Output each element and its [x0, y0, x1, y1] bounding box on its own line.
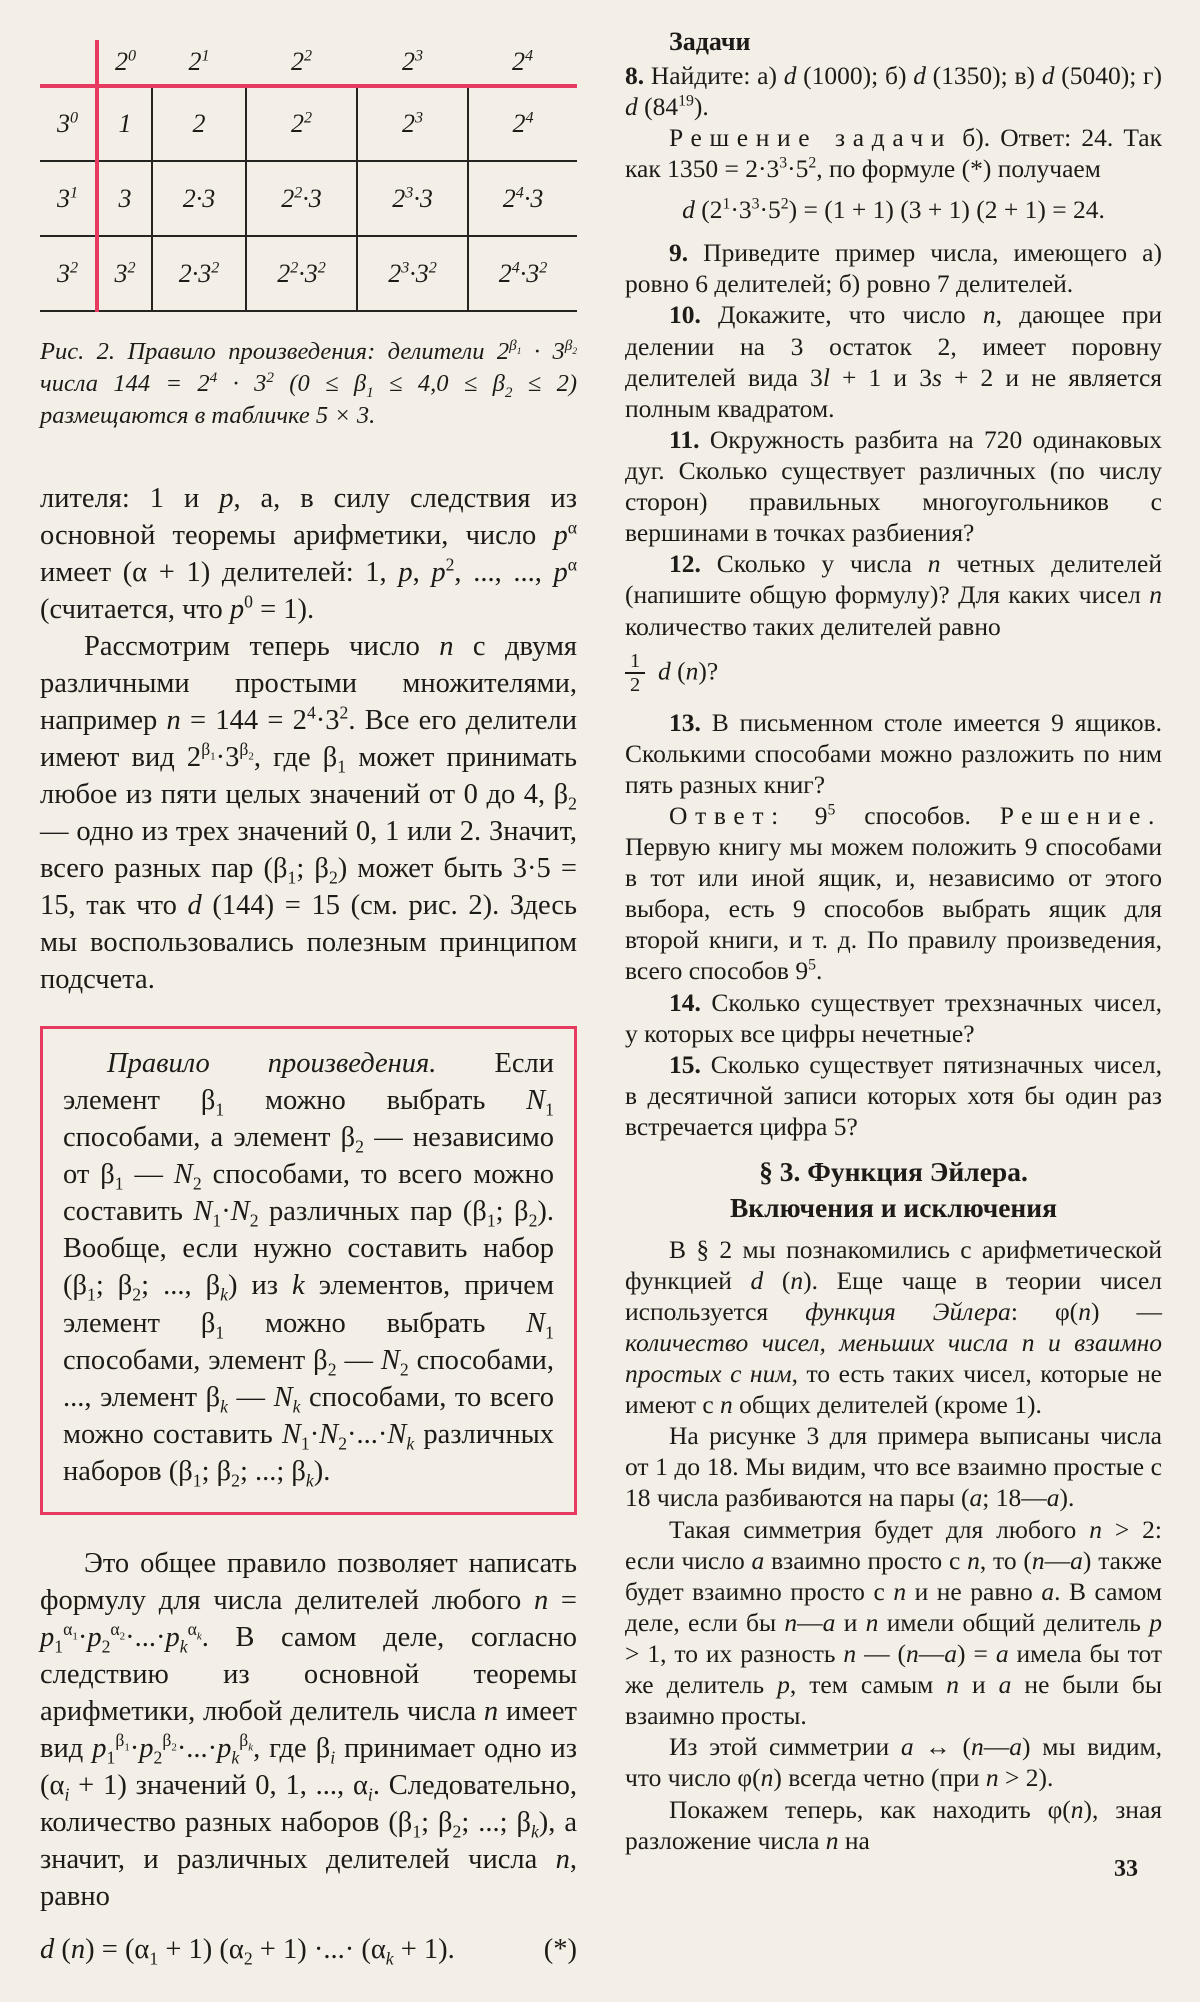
table-cell: $2^4\cdot 3^2$ [468, 236, 577, 311]
table-cell: $2^4\cdot 3$ [468, 161, 577, 236]
product-rule-box [40, 1026, 577, 1515]
table-header-row [40, 40, 577, 86]
formula-d1350: d $(2^1\cdot 3^3\cdot 5^2) = (1 + 1) (3 + 1) (2 + 1) = 24$. [682, 195, 1105, 225]
table-col-header: $2^0$ [97, 40, 152, 86]
table-row [40, 236, 577, 311]
table-row-header: $3^2$ [40, 236, 97, 311]
table-cell: $2^2$ [246, 86, 357, 161]
solution-8: Решение задачи б). Ответ: 24. Так как $1350 = 2\cdot 3^3\cdot 5^2$, по формуле (*) получаем [625, 122, 1162, 184]
problem-9: 9. Приведите пример числа, имеющего а) ровно 6 делителей; б) ровно 7 делителей. [625, 238, 1162, 299]
paragraph: Покажем теперь, как находить φ(n), зная разложение числа n на [625, 1794, 1162, 1855]
problem-10: 10. Докажите, что число n, дающее при делении на 3 остаток 2, имеет поровну делителей вида 3l + 1 и 3s + 2 и не является полным квадратом. [625, 300, 1163, 423]
table-cell: $2^2\cdot 3$ [246, 161, 357, 236]
table-cell: 3 [97, 161, 152, 236]
table-col-header: $2^2$ [246, 40, 357, 86]
paragraph: В § 2 мы познакомились с арифметической функцией d (n). Еще чаще в теории чисел используется функция Эйлера: φ(n) — количество чисел, меньших числа n и взаимно простых с ним, то есть таких чисел, которые не имеют с n общих делителей (кроме 1). [625, 1234, 1163, 1420]
table-cell: 2 [152, 86, 246, 161]
table-row [40, 161, 577, 236]
problem-14: 14. Сколько существует трехзначных чисел, у которых все цифры нечетные? [625, 987, 1162, 1048]
paragraph: Рассмотрим теперь число n с двумя различными простыми множителями, например $n = 144 = 2^4\cdot 3^2$. Все его делители имеют вид $2^{\beta_1}\cdot 3^{\beta_2}$, где $\beta_1$ может принимать любое из пяти целых значений от 0 до 4, $\beta_2$ — одно из трех значений 0, 1 или 2. Значит, всего разных пар ($\beta_1$; $\beta_2$) может быть 3·5 = 15, так что d (144) = 15 (см. рис. 2). Здесь мы воспользовались полезным принципом подсчета. [40, 630, 578, 996]
problem-8: 8. Найдите: а) d (1000); б) d (1350); в) d (5040); г) d $(84^{19})$. [625, 60, 1162, 121]
table-row-header: $3^0$ [40, 86, 97, 161]
formula-body: d $(n) = (\alpha_1 + 1) (\alpha_2 + 1)$ ·...· $(\alpha_k + 1)$. [40, 1934, 455, 1969]
paragraph-continuation: лителя: 1 и p, а, в силу следствия из основной теоремы арифметики, число $p^\alpha$ имеет (α + 1) делителей: 1, p, $p^2$, ..., ..., $p^\alpha$ (считается, что $p^0 = 1$). [40, 482, 578, 625]
problem-11: 11. Окружность разбита на 720 одинаковых дуг. Сколько существует различных (по числу сторон) правильных многоугольников с вершинами в точках разбиения? [625, 424, 1162, 548]
table-cell: 2·3 [152, 161, 246, 236]
table-row [40, 86, 577, 161]
problem-15: 15. Сколько существует пятизначных чисел, в десятичной записи которых хотя бы один раз встречается цифра 5? [625, 1049, 1162, 1141]
table-row-header: $3^1$ [40, 161, 97, 236]
problem-13: 13. В письменном столе имеется 9 ящиков. Сколькими способами можно разложить по ним пять разных книг? [625, 707, 1162, 799]
left-column [40, 26, 577, 1968]
page-number: 33 [1114, 1856, 1138, 1882]
table-cell: $2^4$ [468, 86, 577, 161]
table-corner-cell [40, 40, 97, 86]
divisor-count-formula [40, 1931, 577, 1968]
table-col-header: $2^4$ [468, 40, 577, 86]
paragraph: Такая симметрия будет для любого n > 2: если число a взаимно просто с n, то (n—a) также будет взаимно просто с n и не равно a. В самом деле, если бы n—a и n имели общий делитель p > 1, то их разность n — (n—a) = a имела бы тот же делитель p, тем самым n и a не были бы взаимно просты. [625, 1514, 1163, 1731]
table-cell: $2^3$ [357, 86, 468, 161]
table-cell: $3^2$ [97, 236, 152, 311]
section-heading-line1: § 3. Функция Эйлера. [759, 1156, 1028, 1188]
paragraph: Из этой симметрии a ↔ (n—a) мы видим, что число φ(n) всегда четно (при n > 2). [625, 1732, 1162, 1793]
table-cell: $2\cdot 3^2$ [152, 236, 246, 311]
problem-12-fraction: $\frac{1}{2}$ d (n)? [625, 650, 1162, 697]
solution-13: Ответ: $9^5$ способов. Решение. Первую книгу мы можем положить 9 способами в тот или иной ящик, и, независимо от этого выбора, есть 9 способов выбрать ящик для второй книги, и т. д. По правилу произведения, всего способов $9^5$. [625, 800, 1162, 986]
section-heading [625, 1154, 1162, 1226]
table-col-header: $2^3$ [357, 40, 468, 86]
figure-caption: Рис. 2. Правило произведения: делители $2^{\beta_1} \cdot 3^{\beta_2}$ числа $144 = 2^4 \cdot 3^2$ $(0 \le \beta_1 \le 4,0 \le \beta_2 \le 2)$ размещаются в табличке 5 × 3. [40, 336, 578, 429]
paragraph: На рисунке 3 для примера выписаны числа от 1 до 18. Мы видим, что все взаимно простые с 18 числа разбиваются на пары (a; 18—a). [625, 1421, 1162, 1513]
table-col-header: $2^1$ [152, 40, 246, 86]
problem-12: 12. Сколько у числа n четных делителей (напишите общую формулу)? Для каких чисел n количество таких делителей равно [625, 549, 1162, 641]
paragraph: Это общее правило позволяет написать формулу для числа делителей любого $n = p_1^{\alpha_1}\cdot p_2^{\alpha_2}\cdot...\cdot p_k^{\alpha_k}$. В самом деле, согласно следствию из основной теоремы арифметики, любой делитель числа n имеет вид $p_1^{\beta_1}\cdot p_2^{\beta_2}\cdot...\cdot p_k^{\beta_k}$, где $\beta_i$ принимает одно из $(\alpha_i + 1)$ значений 0, 1, ..., $\alpha_i$. Следовательно, количество разных наборов ($\beta_1$; $\beta_2$; ...; $\beta_k$), а значит, и различных делителей числа n, равно [40, 1547, 578, 1913]
section-heading-line2: Включения и исключения [729, 1191, 1058, 1223]
figure-table [40, 40, 577, 312]
problems-heading: Задачи [669, 27, 751, 56]
table-cell: $2^3\cdot 3$ [357, 161, 468, 236]
formula-tag: (*) [543, 1934, 577, 1966]
table-cell: $2^2\cdot 3^2$ [246, 236, 357, 311]
table-cell: 1 [97, 86, 152, 161]
rule-box-text: Правило произведения. Если элемент $\beta_1$ можно выбрать $N_1$ способами, а элемент $\beta_2$ — независимо от $\beta_1$ — $N_2$ способами, то всего можно составить $N_1\cdot N_2$ различных пар ($\beta_1$; $\beta_2$). Вообще, если нужно составить набор ($\beta_1$; $\beta_2$; ..., $\beta_k$) из k элементов, причем элемент $\beta_1$ можно выбрать $N_1$ способами, элемент $\beta_2$ — $N_2$ способами, ..., элемент $\beta_k$ — $N_k$ способами, то всего можно составить $N_1\cdot N_2\cdot...\cdot N_k$ различных наборов ($\beta_1$; $\beta_2$; ...; $\beta_k$). [63, 1048, 555, 1491]
table-cell: $2^3\cdot 3^2$ [357, 236, 468, 311]
right-column [625, 26, 1162, 1968]
